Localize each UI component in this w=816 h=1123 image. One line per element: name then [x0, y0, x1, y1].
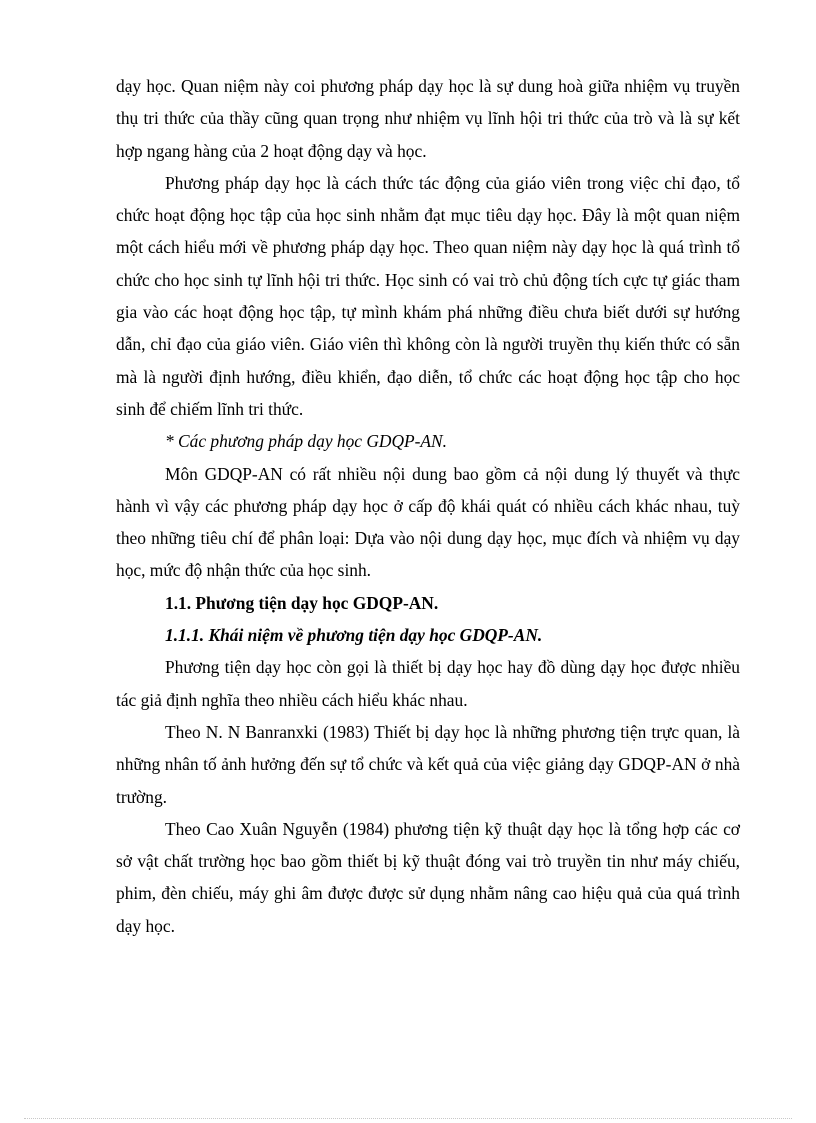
heading-1-1-1: 1.1.1. Khái niệm về phương tiện dạy học GDQP-AN. [165, 625, 543, 646]
paragraph-cao-xuan-nguyen-definition: Theo Cao Xuân Nguyễn (1984) phương tiện kỹ thuật dạy học là tổng hợp các cơ sở vật chất trường học bao gồm thiết bị kỹ thuật đóng vai trò truyền tin như máy chiếu, phim, đèn chiếu, máy ghi âm được được sử dụng nhằm nâng cao hiệu quả của quá trình dạy học. [116, 818, 740, 936]
page-body [116, 70, 740, 942]
section-note-teaching-methods: * Các phương pháp dạy học GDQP-AN. [165, 431, 448, 452]
paragraph-teaching-equipment: Phương tiện dạy học còn gọi là thiết bị dạy học hay đồ dùng dạy học được nhiều tác giả định nghĩa theo nhiều cách hiểu khác nhau. [116, 657, 740, 710]
paragraph-continuation: dạy học. Quan niệm này coi phương pháp dạy học là sự dung hoà giữa nhiệm vụ truyền thụ tri thức của thầy cũng quan trọng như nhiệm vụ lĩnh hội tri thức của trò và là sự kết hợp ngang hàng của 2 hoạt động dạy và học. [116, 76, 740, 161]
page-bottom-divider [24, 1118, 792, 1119]
paragraph-teaching-method-definition: Phương pháp dạy học là cách thức tác động của giáo viên trong việc chỉ đạo, tổ chức hoạt động học tập của học sinh nhằm đạt mục tiêu dạy học. Đây là một quan niệm một cách hiểu mới về phương pháp dạy học. Theo quan niệm này dạy học là quá trình tổ chức cho học sinh tự lĩnh hội tri thức. Học sinh có vai trò chủ động tích cực tự giác tham gia vào các hoạt động học tập, tự mình khám phá những điều chưa biết dưới sự hướng dẫn, chỉ đạo của giáo viên. Giáo viên thì không còn là người truyền thụ kiến thức có sẵn mà là người định hướng, điều khiển, đạo diễn, tổ chức các hoạt động học tập cho học sinh để chiếm lĩnh tri thức. [116, 172, 740, 419]
heading-1-1: 1.1. Phương tiện dạy học GDQP-AN. [165, 592, 439, 613]
paragraph-gdqp-an-content: Môn GDQP-AN có rất nhiều nội dung bao gồm cả nội dung lý thuyết và thực hành vì vậy các phương pháp dạy học ở cấp độ khái quát có nhiều cách khác nhau, tuỳ theo những tiêu chí để phân loại: Dựa vào nội dung dạy học, mục đích và nhiệm vụ dạy học, mức độ nhận thức của học sinh. [116, 463, 740, 581]
paragraph-banranxki-definition: Theo N. N Banranxki (1983) Thiết bị dạy học là những phương tiện trực quan, là những nhân tố ảnh hưởng đến sự tổ chức và kết quả của việc giảng dạy GDQP-AN ở nhà trường. [116, 721, 740, 807]
